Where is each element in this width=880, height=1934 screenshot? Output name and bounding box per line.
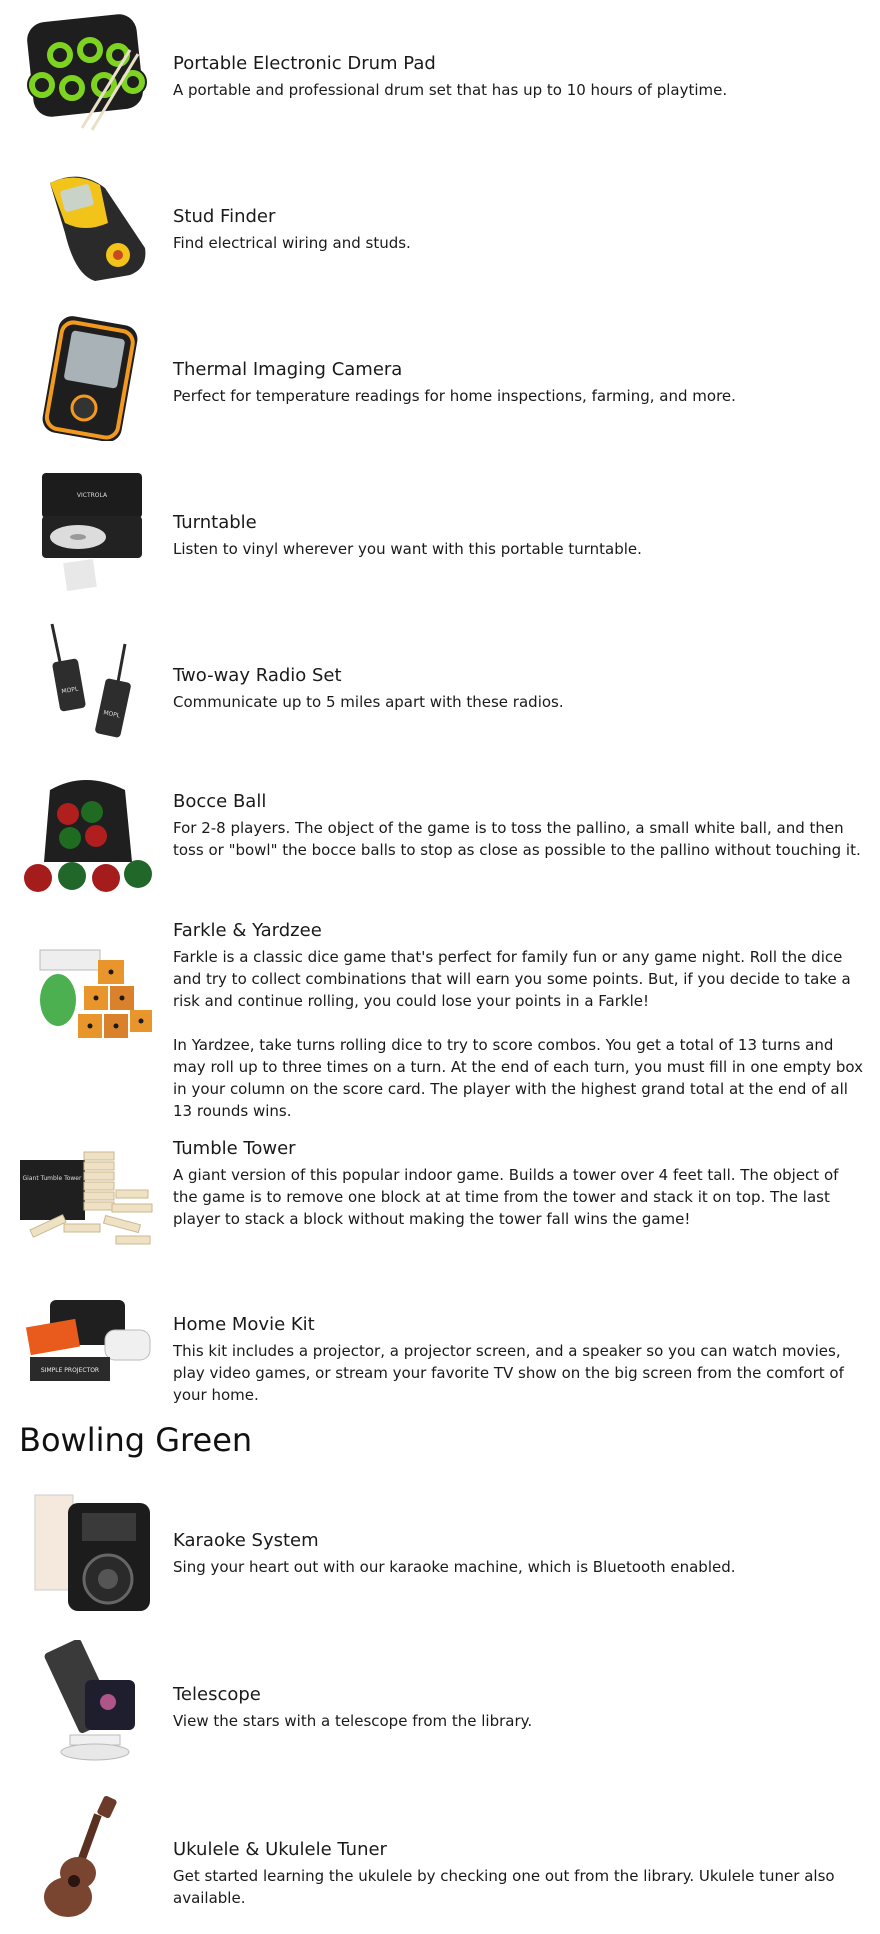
- item-title: Home Movie Kit: [173, 1314, 315, 1335]
- item-title: Tumble Tower: [173, 1138, 296, 1159]
- item-description-paragraph: In Yardzee, take turns rolling dice to try to score combos. You get a total of 13 turns and may roll up to three times on a turn. At the end of each turn, you must fill in one empty box in your column on the score card. The player with the highest grand total at the end of all 13 rounds wins.: [173, 1036, 864, 1120]
- turntable-brand-text: VICTROLA: [76, 492, 108, 499]
- item-title: Farkle & Yardzee: [173, 920, 322, 941]
- item-description: Perfect for temperature readings for home inspections, farming, and more.: [173, 387, 736, 405]
- item-title: Karaoke System: [173, 1530, 319, 1551]
- telescope-image: [20, 1640, 155, 1765]
- bocce-ball-image: [20, 772, 155, 897]
- tower-label-text: Giant Tumble Tower: [22, 1175, 82, 1182]
- item-title: Stud Finder: [173, 206, 276, 227]
- section-heading: Bowling Green: [19, 1421, 253, 1459]
- item-description: Sing your heart out with our karaoke machine, which is Bluetooth enabled.: [173, 1558, 736, 1576]
- farkle-yardzee-image: [20, 940, 155, 1065]
- movie-kit-label-text: SIMPLE PROJECTOR: [40, 1367, 100, 1374]
- item-title: Ukulele & Ukulele Tuner: [173, 1839, 387, 1860]
- item-description: A portable and professional drum set that has up to 10 hours of playtime.: [173, 81, 728, 99]
- tumble-tower-image: [20, 1140, 155, 1265]
- turntable-image: [20, 469, 155, 594]
- home-movie-kit-image: [20, 1285, 155, 1410]
- item-title: Thermal Imaging Camera: [173, 359, 403, 380]
- item-description: Communicate up to 5 miles apart with these radios.: [173, 693, 564, 711]
- item-description: This kit includes a projector, a projector screen, and a speaker so you can watch movies, play video games, or stream your favorite TV show on the big screen from the comfort of your home.: [173, 1342, 844, 1404]
- karaoke-system-image: [20, 1491, 155, 1616]
- item-description: Listen to vinyl wherever you want with this portable turntable.: [173, 540, 642, 558]
- ukulele-image: [20, 1795, 155, 1920]
- item-description: Find electrical wiring and studs.: [173, 234, 411, 252]
- item-description: Get started learning the ukulele by checking one out from the library. Ukulele tuner also available.: [173, 1867, 835, 1907]
- item-title: Turntable: [173, 512, 257, 533]
- radio-brand-text-2: MOPL: [102, 709, 121, 720]
- item-description-paragraph: Farkle is a classic dice game that's perfect for family fun or any game night. Roll the dice and try to collect combinations that will earn you some points. But, if you decide to take a risk and continue rolling, you could lose your points in a Farkle!: [173, 948, 851, 1010]
- item-description: View the stars with a telescope from the library.: [173, 1712, 533, 1730]
- two-way-radio-image: [20, 622, 155, 747]
- item-title: Two-way Radio Set: [173, 665, 342, 686]
- item-title: Bocce Ball: [173, 791, 267, 812]
- item-description: A giant version of this popular indoor game. Builds a tower over 4 feet tall. The object of the game is to remove one block at at time from the tower and stack it on top. The last player to stack a block without making the tower fall wins the game!: [173, 1166, 839, 1228]
- stud-finder-image: [20, 163, 155, 288]
- item-description: [173, 946, 863, 1122]
- item-description: For 2-8 players. The object of the game is to toss the pallino, a small white ball, and then toss or "bowl" the bocce balls to stop as close as possible to the pallino without touching it.: [173, 819, 861, 859]
- item-title: Telescope: [173, 1684, 261, 1705]
- item-title: Portable Electronic Drum Pad: [173, 53, 436, 74]
- drum-pad-image: [20, 10, 155, 135]
- radio-brand-text-1: MOPL: [61, 685, 79, 696]
- thermal-camera-image: [20, 316, 155, 441]
